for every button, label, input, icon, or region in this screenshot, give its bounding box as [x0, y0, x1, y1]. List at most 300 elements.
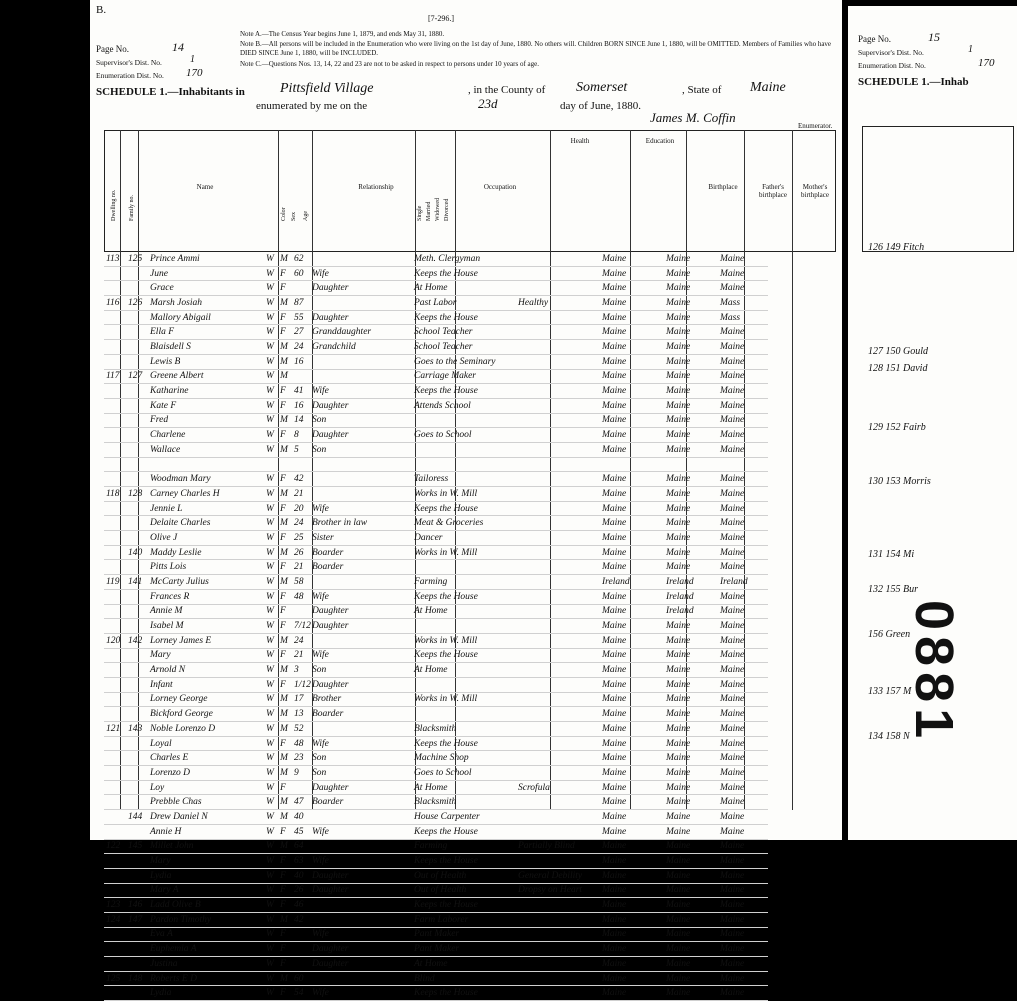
cell-bp: Maine: [600, 736, 664, 751]
cell-mbp: Maine: [718, 545, 768, 560]
census-row: [104, 957, 768, 972]
cell-occ: Out of Health: [412, 868, 516, 883]
cell-mbp: Maine: [718, 766, 768, 781]
cell-rel: [310, 354, 412, 369]
cell-fbp: Ireland: [664, 589, 718, 604]
cell-dw: 123: [104, 898, 126, 913]
cell-bp: Maine: [600, 487, 664, 502]
census-row: [104, 266, 768, 281]
cell-name: Loy: [148, 780, 264, 795]
cell-color: W: [264, 677, 278, 692]
enumerated-label: enumerated by me on the: [256, 100, 368, 112]
cell-color: W: [264, 619, 278, 634]
cell-health: [516, 707, 600, 722]
cell-sex: F: [278, 589, 292, 604]
cell-dw: [104, 545, 126, 560]
cell-fam: [126, 442, 148, 457]
cell-mbp: Maine: [718, 942, 768, 957]
cell-fam: [126, 501, 148, 516]
cell-color: W: [264, 648, 278, 663]
col-header-relationship: Relationship: [358, 183, 394, 191]
cell-name: Mary A: [148, 883, 264, 898]
cell-age: 48: [292, 589, 310, 604]
cell-dw: [104, 560, 126, 575]
cell-occ: Keeps the House: [412, 736, 516, 751]
cell-health: [516, 545, 600, 560]
cell-color: W: [264, 545, 278, 560]
cell-sex: F: [278, 854, 292, 869]
cell-fam: [126, 942, 148, 957]
cell-bp: Maine: [600, 942, 664, 957]
note-c: Note C.—Questions Nos. 13, 14, 22 and 23 are not to be asked in respect to persons under 10 years of age.: [240, 60, 539, 68]
cell-fam: 140: [126, 545, 148, 560]
cell-fbp: Maine: [664, 971, 718, 986]
col-header-color: Color: [281, 207, 287, 221]
cell-rel: Daughter: [310, 310, 412, 325]
census-row: [104, 810, 768, 825]
cell-rel: Daughter: [310, 883, 412, 898]
cell-dw: [104, 457, 126, 472]
cell-dw: [104, 325, 126, 340]
cell-bp: Maine: [600, 898, 664, 913]
cell-sex: M: [278, 766, 292, 781]
cell-color: W: [264, 722, 278, 737]
cell-age: 26: [292, 883, 310, 898]
cell-health: [516, 604, 600, 619]
place-name: Pittsfield Village: [280, 81, 374, 96]
census-row: [104, 516, 768, 531]
cell-dw: 121: [104, 722, 126, 737]
cell-age: 24: [292, 516, 310, 531]
cell-mbp: Maine: [718, 663, 768, 678]
cell-rel: Boarder: [310, 795, 412, 810]
cell-mbp: Maine: [718, 516, 768, 531]
cell-occ: [412, 442, 516, 457]
cell-age: 60: [292, 266, 310, 281]
census-row: [104, 692, 768, 707]
cell-color: W: [264, 971, 278, 986]
schedule-label: SCHEDULE 1.—Inhabitants in: [96, 86, 245, 98]
cell-color: W: [264, 442, 278, 457]
cell-occ: Out of Health: [412, 883, 516, 898]
cell-color: W: [264, 428, 278, 443]
cell-bp: Maine: [600, 398, 664, 413]
cell-fam: [126, 472, 148, 487]
cell-color: W: [264, 633, 278, 648]
cell-occ: Works in W. Mill: [412, 545, 516, 560]
cell-color: W: [264, 810, 278, 825]
cell-name: Euphemia A: [148, 942, 264, 957]
cell-color: W: [264, 912, 278, 927]
cell-rel: Wife: [310, 266, 412, 281]
census-row: [104, 310, 768, 325]
cell-fbp: Maine: [664, 927, 718, 942]
cell-dw: [104, 604, 126, 619]
cell-health: [516, 898, 600, 913]
cell-health: [516, 457, 600, 472]
cell-fbp: Maine: [664, 942, 718, 957]
enumerator-signature: James M. Coffin: [650, 110, 736, 125]
census-row: [104, 325, 768, 340]
cell-occ: Works in W. Mill: [412, 692, 516, 707]
cell-occ: Keeps the House: [412, 310, 516, 325]
cell-mbp: [718, 457, 768, 472]
cell-color: W: [264, 340, 278, 355]
census-row: [104, 839, 768, 854]
cell-fbp: Maine: [664, 839, 718, 854]
cell-age: 5: [292, 442, 310, 457]
cell-dw: [104, 340, 126, 355]
cell-color: W: [264, 589, 278, 604]
cell-dw: [104, 868, 126, 883]
cell-fam: [126, 648, 148, 663]
cell-bp: Maine: [600, 266, 664, 281]
cell-occ: Keeps the House: [412, 501, 516, 516]
cell-fbp: Maine: [664, 986, 718, 1001]
cell-name: Maddy Leslie: [148, 545, 264, 560]
cell-health: [516, 648, 600, 663]
cell-color: W: [264, 575, 278, 590]
cell-health: [516, 677, 600, 692]
cell-fam: 146: [126, 898, 148, 913]
census-row: [104, 707, 768, 722]
cell-mbp: Maine: [718, 736, 768, 751]
cell-name: Katharine: [148, 384, 264, 399]
cell-fbp: Maine: [664, 751, 718, 766]
cell-name: Charles E: [148, 751, 264, 766]
cell-fam: [126, 780, 148, 795]
cell-dw: [104, 398, 126, 413]
cell-age: 1/12: [292, 677, 310, 692]
cell-fbp: Maine: [664, 354, 718, 369]
cell-name: Mary: [148, 648, 264, 663]
cell-color: W: [264, 751, 278, 766]
cell-fam: 143: [126, 722, 148, 737]
cell-mbp: Maine: [718, 604, 768, 619]
cell-occ: [412, 707, 516, 722]
cell-rel: Granddaughter: [310, 325, 412, 340]
cell-rel: Wife: [310, 824, 412, 839]
cell-name: Drew Daniel N: [148, 810, 264, 825]
right-entry: 134 158 N: [868, 731, 910, 742]
cell-fam: [126, 516, 148, 531]
cell-sex: F: [278, 325, 292, 340]
cell-color: W: [264, 883, 278, 898]
cell-rel: Grandchild: [310, 340, 412, 355]
cell-name: Ella F: [148, 325, 264, 340]
cell-dw: 122: [104, 839, 126, 854]
cell-age: 27: [292, 325, 310, 340]
cell-mbp: Maine: [718, 707, 768, 722]
cell-fam: [126, 266, 148, 281]
cell-age: 40: [292, 810, 310, 825]
cell-rel: Wife: [310, 854, 412, 869]
right-entry: 156 Green: [868, 629, 911, 640]
cell-color: W: [264, 942, 278, 957]
cell-color: W: [264, 413, 278, 428]
cell-rel: Wife: [310, 648, 412, 663]
col-header-sex: Sex: [291, 212, 297, 221]
census-row: [104, 883, 768, 898]
cell-fam: [126, 457, 148, 472]
cell-bp: Maine: [600, 325, 664, 340]
cell-dw: [104, 354, 126, 369]
cell-fbp: Maine: [664, 957, 718, 972]
cell-sex: F: [278, 266, 292, 281]
cell-rel: Wife: [310, 736, 412, 751]
cell-mbp: Maine: [718, 369, 768, 384]
cell-occ: [412, 619, 516, 634]
right-enum-label: Enumeration Dist. No.: [858, 61, 926, 70]
cell-fam: [126, 663, 148, 678]
census-row: [104, 868, 768, 883]
cell-health: [516, 575, 600, 590]
cell-occ: Keeps the House: [412, 266, 516, 281]
cell-dw: [104, 736, 126, 751]
cell-dw: [104, 854, 126, 869]
cell-mbp: Maine: [718, 560, 768, 575]
cell-bp: Maine: [600, 868, 664, 883]
cell-color: W: [264, 252, 278, 266]
cell-occ: Attends School: [412, 398, 516, 413]
cell-dw: [104, 384, 126, 399]
cell-bp: Maine: [600, 692, 664, 707]
cell-fbp: Maine: [664, 824, 718, 839]
cell-age: 9: [292, 766, 310, 781]
cell-bp: Maine: [600, 516, 664, 531]
cell-fam: [126, 766, 148, 781]
cell-fbp: Maine: [664, 501, 718, 516]
cell-color: W: [264, 795, 278, 810]
cell-fam: [126, 736, 148, 751]
cell-age: 20: [292, 501, 310, 516]
cell-mbp: Maine: [718, 722, 768, 737]
cell-health: [516, 384, 600, 399]
cell-rel: Daughter: [310, 281, 412, 296]
cell-occ: Dancer: [412, 531, 516, 546]
cell-occ: [412, 413, 516, 428]
cell-bp: Maine: [600, 971, 664, 986]
cell-age: [292, 369, 310, 384]
cell-age: 87: [292, 296, 310, 311]
cell-dw: [104, 986, 126, 1001]
cell-color: W: [264, 604, 278, 619]
cell-bp: Maine: [600, 927, 664, 942]
col-header-age: Age: [303, 211, 309, 221]
cell-health: [516, 766, 600, 781]
cell-occ: At Home: [412, 957, 516, 972]
census-row: [104, 780, 768, 795]
cell-bp: Maine: [600, 252, 664, 266]
cell-color: W: [264, 692, 278, 707]
col-header-divorced: Divorced: [444, 198, 450, 221]
cell-occ: [412, 457, 516, 472]
cell-mbp: Maine: [718, 252, 768, 266]
enum-label: Enumeration Dist. No.: [96, 71, 164, 80]
cell-dw: [104, 413, 126, 428]
cell-fam: [126, 707, 148, 722]
cell-name: McCarty Julius: [148, 575, 264, 590]
cell-fam: 147: [126, 912, 148, 927]
cell-health: [516, 912, 600, 927]
cell-rel: Daughter: [310, 619, 412, 634]
cell-fbp: Ireland: [664, 575, 718, 590]
cell-dw: 117: [104, 369, 126, 384]
cell-name: Kate F: [148, 398, 264, 413]
cell-name: Mallory Abigail: [148, 310, 264, 325]
cell-bp: Maine: [600, 883, 664, 898]
cell-health: [516, 589, 600, 604]
cell-sex: M: [278, 722, 292, 737]
cell-sex: M: [278, 354, 292, 369]
census-row: [104, 545, 768, 560]
cell-name: Marsh Josiah: [148, 296, 264, 311]
cell-rel: [310, 912, 412, 927]
cell-occ: At Home: [412, 604, 516, 619]
cell-name: Mary: [148, 854, 264, 869]
cell-occ: Keeps the House: [412, 854, 516, 869]
census-table: [104, 252, 768, 1001]
census-row: [104, 824, 768, 839]
cell-bp: Ireland: [600, 575, 664, 590]
cell-dw: 120: [104, 633, 126, 648]
cell-age: [292, 780, 310, 795]
cell-sex: F: [278, 677, 292, 692]
cell-color: W: [264, 281, 278, 296]
cell-sex: F: [278, 927, 292, 942]
cell-occ: Keeps the House: [412, 986, 516, 1001]
cell-color: W: [264, 736, 278, 751]
cell-dw: [104, 677, 126, 692]
cell-age: 42: [292, 472, 310, 487]
census-row: [104, 531, 768, 546]
cell-rel: Daughter: [310, 942, 412, 957]
census-row: [104, 560, 768, 575]
cell-dw: 119: [104, 575, 126, 590]
cell-age: 62: [292, 252, 310, 266]
cell-mbp: Maine: [718, 501, 768, 516]
cell-mbp: Maine: [718, 619, 768, 634]
census-row: [104, 795, 768, 810]
cell-name: Loyal: [148, 736, 264, 751]
cell-color: W: [264, 663, 278, 678]
page-letter: B.: [96, 4, 107, 16]
cell-dw: [104, 663, 126, 678]
col-header-education: Education: [645, 137, 675, 145]
cell-name: Isabel M: [148, 619, 264, 634]
cell-mbp: Maine: [718, 971, 768, 986]
cell-dw: 116: [104, 296, 126, 311]
cell-bp: Maine: [600, 340, 664, 355]
cell-color: W: [264, 531, 278, 546]
cell-name: Eva A: [148, 927, 264, 942]
cell-dw: [104, 266, 126, 281]
cell-health: [516, 663, 600, 678]
cell-rel: Brother in law: [310, 516, 412, 531]
cell-rel: [310, 898, 412, 913]
cell-fam: [126, 589, 148, 604]
cell-name: Grace: [148, 281, 264, 296]
supervisor-value: 1: [190, 54, 195, 65]
cell-mbp: Maine: [718, 648, 768, 663]
census-row: [104, 487, 768, 502]
cell-bp: Maine: [600, 633, 664, 648]
cell-occ: School Teacher: [412, 325, 516, 340]
cell-sex: F: [278, 398, 292, 413]
cell-name: Annie H: [148, 824, 264, 839]
right-entry: 132 155 Bur: [868, 584, 918, 595]
cell-bp: Maine: [600, 663, 664, 678]
cell-name: [148, 457, 264, 472]
cell-sex: F: [278, 384, 292, 399]
cell-age: 7/12: [292, 619, 310, 634]
cell-age: 55: [292, 310, 310, 325]
census-row: [104, 501, 768, 516]
cell-dw: [104, 531, 126, 546]
cell-bp: Maine: [600, 986, 664, 1001]
cell-dw: [104, 589, 126, 604]
cell-fbp: Maine: [664, 442, 718, 457]
cell-sex: F: [278, 428, 292, 443]
cell-fam: [126, 354, 148, 369]
cell-sex: M: [278, 633, 292, 648]
cell-occ: Keeps the House: [412, 648, 516, 663]
cell-fbp: Maine: [664, 648, 718, 663]
cell-rel: Son: [310, 442, 412, 457]
page-no-label: Page No.: [96, 44, 129, 54]
census-row: [104, 633, 768, 648]
cell-fbp: Maine: [664, 545, 718, 560]
cell-fam: [126, 310, 148, 325]
cell-mbp: Maine: [718, 810, 768, 825]
cell-color: W: [264, 780, 278, 795]
col-header-occupation: Occupation: [483, 183, 517, 191]
enumerator-label: Enumerator.: [798, 122, 833, 130]
cell-dw: [104, 442, 126, 457]
cell-sex: M: [278, 340, 292, 355]
cell-fbp: Maine: [664, 912, 718, 927]
cell-sex: F: [278, 648, 292, 663]
cell-health: General Debility: [516, 868, 600, 883]
cell-mbp: Maine: [718, 839, 768, 854]
cell-color: W: [264, 707, 278, 722]
cell-dw: [104, 707, 126, 722]
cell-name: Jennie L: [148, 501, 264, 516]
cell-fam: [126, 428, 148, 443]
cell-mbp: Maine: [718, 384, 768, 399]
cell-fam: [126, 604, 148, 619]
cell-name: Lorenzo D: [148, 766, 264, 781]
cell-fbp: Maine: [664, 281, 718, 296]
cell-mbp: Maine: [718, 531, 768, 546]
cell-bp: Maine: [600, 604, 664, 619]
cell-name: Ladd Olive B: [148, 898, 264, 913]
column-header-area: [104, 130, 836, 252]
cell-age: 63: [292, 854, 310, 869]
cell-fbp: Ireland: [664, 604, 718, 619]
cell-occ: Goes to School: [412, 766, 516, 781]
cell-fam: [126, 325, 148, 340]
census-row: [104, 927, 768, 942]
census-row: [104, 457, 768, 472]
cell-bp: Maine: [600, 413, 664, 428]
cell-rel: [310, 296, 412, 311]
cell-mbp: Maine: [718, 398, 768, 413]
cell-color: W: [264, 398, 278, 413]
cell-mbp: Maine: [718, 354, 768, 369]
cell-health: [516, 442, 600, 457]
cell-age: 24: [292, 633, 310, 648]
